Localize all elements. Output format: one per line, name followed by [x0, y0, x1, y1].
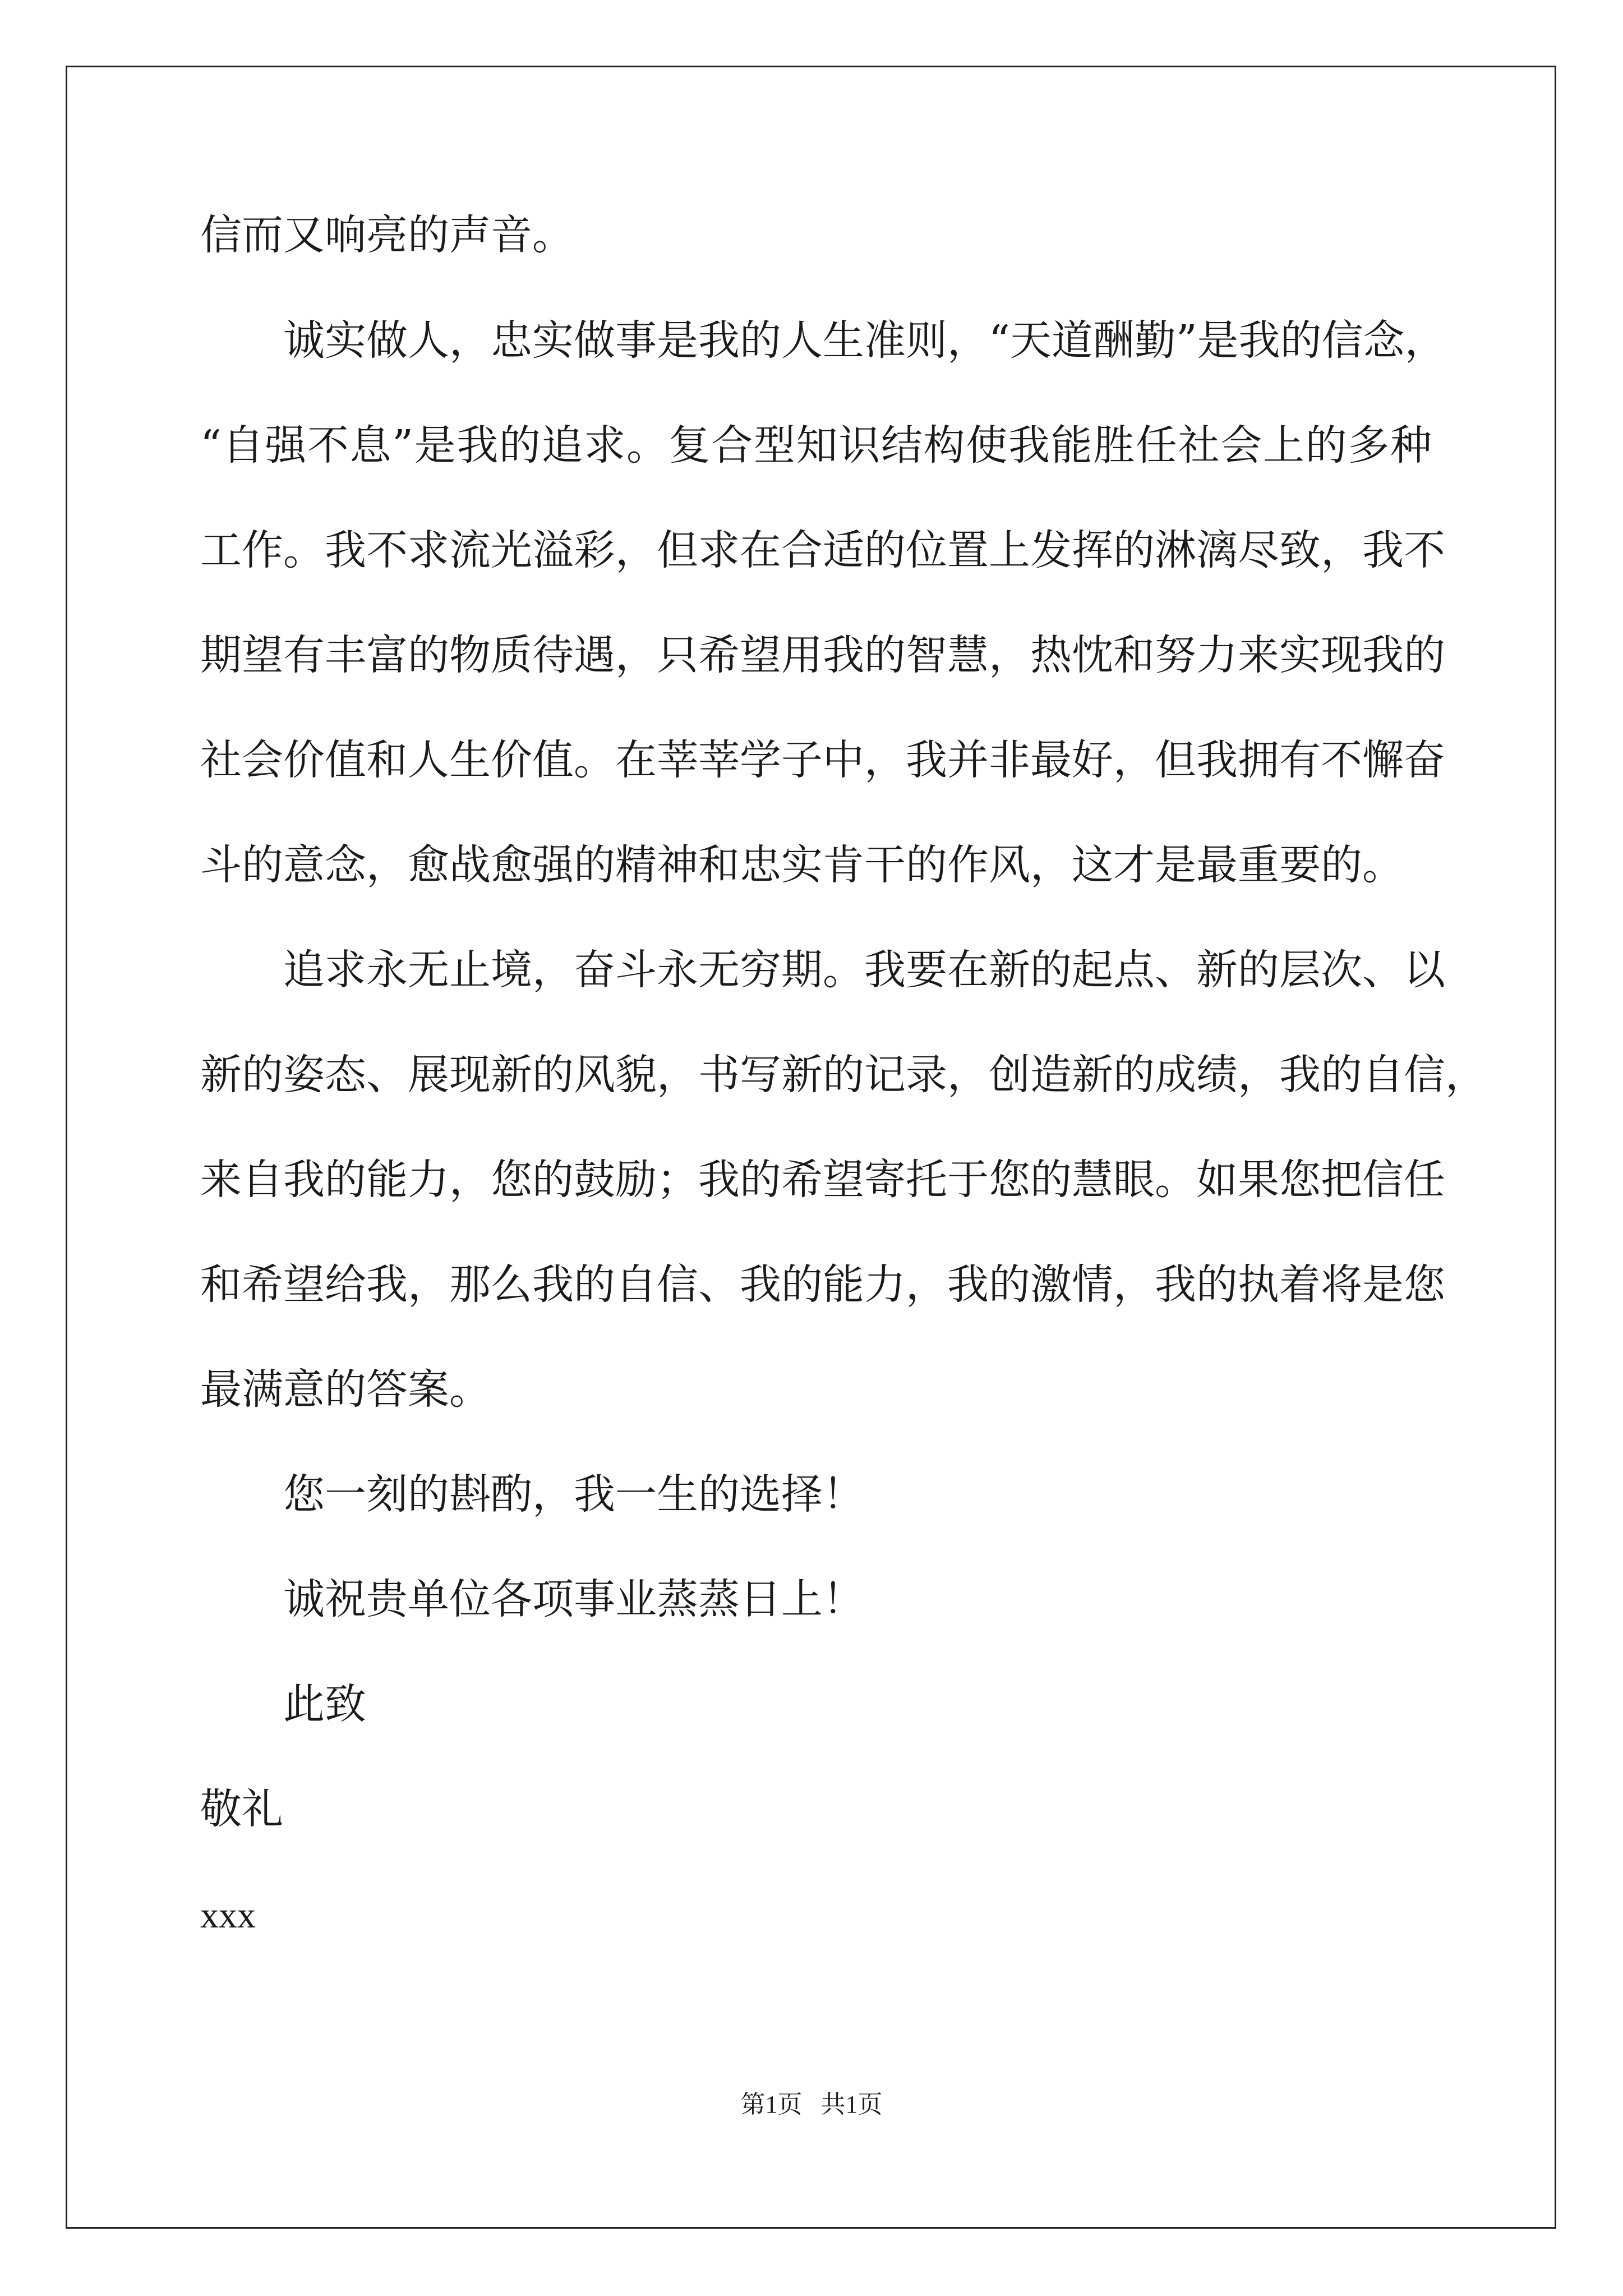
text-line-9 [200, 1051, 1487, 1099]
text-line-5-content: 期望有丰富的物质待遇，只希望用我的智慧，热忱和努力来实现我的 [200, 631, 1445, 679]
text-line-3-content: “自强不息”是我的追求。复合型知识结构使我能胜任社会上的多种 [200, 421, 1432, 470]
text-line-4-content: 工作。我不求流光溢彩，但求在合适的位置上发挥的淋漓尽致，我不 [200, 526, 1445, 574]
text-line-10-content: 来自我的能力，您的鼓励；我的希望寄托于您的慧眼。如果您把信任 [200, 1156, 1445, 1204]
text-line-11-content: 和希望给我，那么我的自信、我的能力，我的激情，我的执着将是您 [200, 1260, 1445, 1309]
text-line-3 [200, 421, 1432, 470]
text-line-12: 最满意的答案。 [200, 1365, 491, 1414]
closing-regards: 敬礼 [200, 1785, 283, 1833]
text-line-2-content: 诚实做人，忠实做事是我的人生准则，“天道酬勤”是我的信念， [283, 316, 1446, 365]
page-border [66, 66, 1556, 2229]
closing-salutation: 此致 [283, 1680, 366, 1728]
text-line-14: 诚祝贵单位各项事业蒸蒸日上！ [283, 1575, 864, 1623]
text-line-6-content: 社会价值和人生价值。在莘莘学子中，我并非最好，但我拥有不懈奋 [200, 736, 1445, 784]
text-line-8 [283, 946, 1445, 994]
text-line-1: 信而又响亮的声音。 [200, 211, 574, 259]
text-line-6 [200, 736, 1445, 784]
text-line-10 [200, 1156, 1445, 1204]
page-footer: 第1页 共1页 [740, 2091, 883, 2118]
text-line-7: 斗的意念，愈战愈强的精神和忠实肯干的作风，这才是最重要的。 [200, 841, 1404, 889]
text-line-8-content: 追求永无止境，奋斗永无穷期。我要在新的起点、新的层次、以 [283, 946, 1445, 994]
text-line-4 [200, 526, 1445, 574]
text-line-2 [283, 316, 1446, 365]
text-line-5 [200, 631, 1445, 679]
text-line-9-content: 新的姿态、展现新的风貌，书写新的记录，创造新的成绩，我的自信， [200, 1051, 1487, 1099]
text-line-13: 您一刻的斟酌，我一生的选择！ [283, 1470, 864, 1519]
signature: xxx [200, 1895, 256, 1936]
text-line-11 [200, 1260, 1445, 1309]
